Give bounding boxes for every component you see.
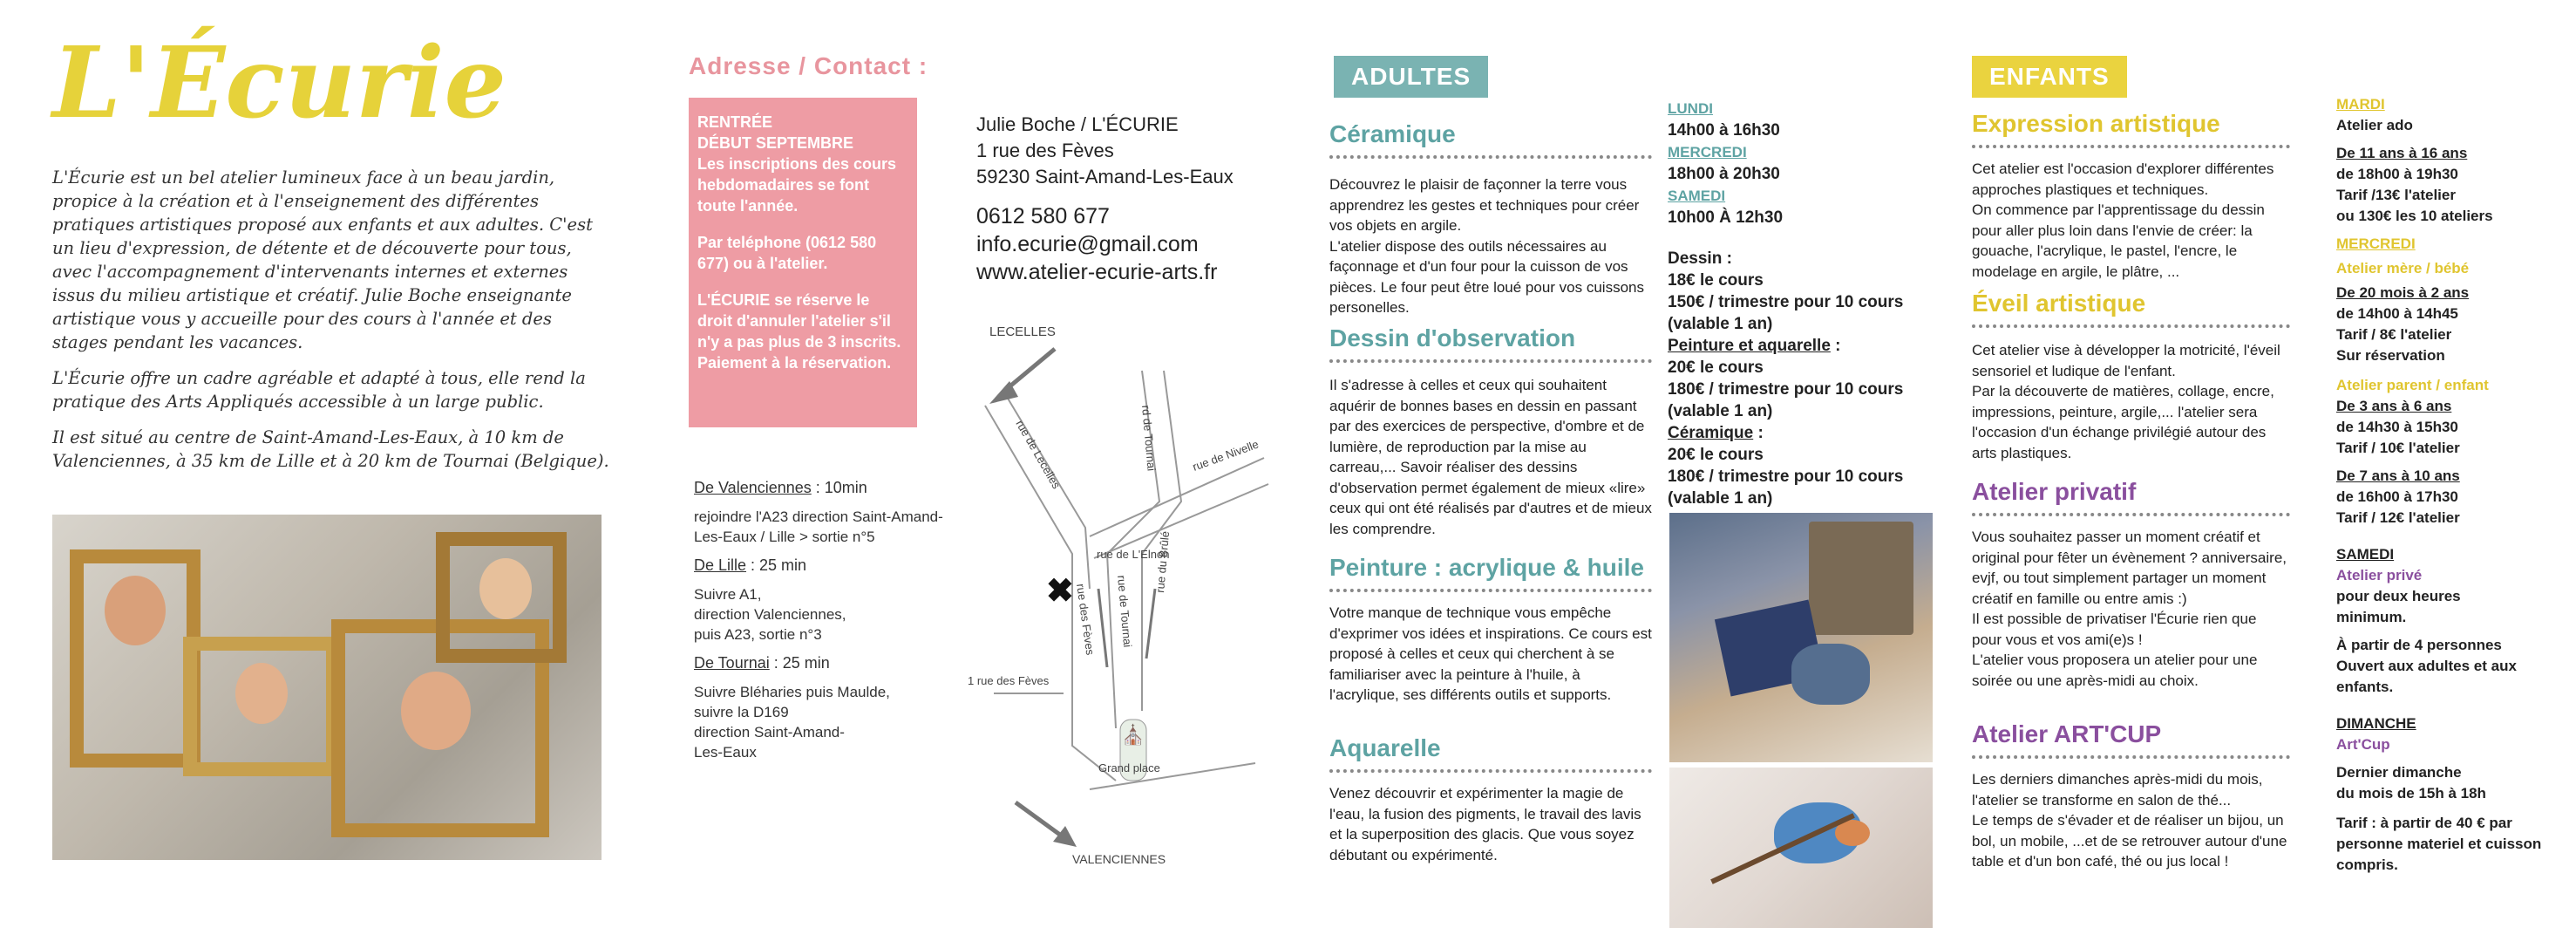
day-mardi: MARDI — [2336, 96, 2385, 113]
prive-2: minimum. — [2336, 609, 2407, 625]
price-peinture-heading: Peinture et aquarelle : — [1668, 337, 1841, 355]
price-ceramique-heading: Céramique : — [1668, 424, 1764, 442]
contact-name: Julie Boche / L'ÉCURIE — [976, 113, 1179, 135]
intro-paragraph-1: L'Écurie est un bel atelier lumineux face à un beau jardin, propice à la création et à l'enseignement des différentes pratiques artistiques proposé aux enfants et aux adultes. C'est un lieu d'expression, de détente et de découverte pour tous, avec l'accompagnement d'intervenants internes et externes issus du milieu artistique et créatif. Julie Boche enseignante artistique vous y accueille pour des cours à l'année et des stages pendant les vacances. — [52, 167, 593, 352]
price-ceramique-2: 180€ / trimestre pour 10 cours — [1668, 467, 1904, 486]
price-peinture-2: 180€ / trimestre pour 10 cours — [1668, 380, 1904, 399]
intro-paragraph-2: L'Écurie offre un cadre agréable et adapté à tous, elle rend la pratique des Arts Appliqués accessible à un large public. — [52, 368, 586, 412]
kids-schedule — [2336, 94, 2563, 876]
contact-heading: Adresse / Contact : — [689, 52, 928, 79]
artcup-label: Art'Cup — [2336, 736, 2390, 753]
ado-hours: de 18h00 à 19h30 — [2336, 166, 2458, 182]
map-label-1-rue-feves: 1 rue des Fèves — [968, 674, 1050, 687]
adults-schedule — [1668, 98, 1947, 509]
map-label-rue-brule: rue du Brûlé — [1153, 530, 1172, 594]
map-label-rd-tournai: rd de Tournai — [1139, 404, 1159, 472]
privatif-text: Vous souhaitez passer un moment créatif et original pour fêter un évènement ? anniversaire, evjf, ou tout simplement partager un moment créatif en famille ou entre amis :) Il est possible de privatiser l'Écurie rien que pour vous et vos ami(e)s ! L'atelier vous proposera un atelier pour une soirée ou une après-midi au choix. — [1972, 529, 2287, 689]
eveil-section — [1972, 290, 2290, 463]
p1-age: De 3 ans à 6 ans — [2336, 398, 2452, 414]
atelier-parent-enfant: Atelier parent / enfant — [2336, 377, 2489, 393]
direction-valenciennes-text: rejoindre l'A23 direction Saint-Amand-Les-Eaux / Lille > sortie n°5 — [694, 508, 943, 545]
day-mercredi: MERCREDI — [1668, 144, 1747, 160]
price-ceramique-3: (valable 1 an) — [1668, 489, 1773, 508]
atelier-prive: Atelier privé — [2336, 567, 2423, 583]
p2-hours: de 16h00 à 17h30 — [2336, 488, 2458, 505]
phone-registration-text: Par teléphone (0612 580 677) ou à l'atelier. — [697, 234, 877, 272]
map-label-lecelles: LECELLES — [989, 327, 1056, 339]
expression-title: Expression artistique — [1972, 110, 2290, 148]
map-label-rue-tournai: rue de Tournai — [1115, 574, 1135, 648]
rentree-text: RENTRÉE DÉBUT SEPTEMBRE Les inscriptions des cours hebdomadaires se font toute l'année. — [697, 113, 897, 215]
intro-text — [52, 166, 610, 473]
dessin-section — [1329, 324, 1652, 539]
hours-mercredi: 18h00 à 20h30 — [1668, 165, 1780, 183]
price-dessin-3: (valable 1 an) — [1668, 315, 1773, 333]
direction-lille-heading: De Lille : 25 min — [694, 556, 807, 574]
artcup-tarif: Tarif : à partir de 40 € par personne materiel et cuisson compris. — [2336, 815, 2542, 873]
prive-4: Ouvert aux adultes et aux enfants. — [2336, 658, 2517, 695]
day-dimanche: DIMANCHE — [2336, 715, 2416, 732]
artcup-text: Les derniers dimanches après-midi du mois, l'atelier se transforme en salon de thé... Le temps de s'évader et de réaliser un bijou, un bol, un mobile, ...et de se retrouver autour d'une table et d'un bon café, thé ou jus local ! — [1972, 771, 2287, 870]
atelier-mere-bebe: Atelier mère / bébé — [2336, 260, 2470, 276]
mere-age: De 20 mois à 2 ans — [2336, 284, 2470, 301]
prive-3: À partir de 4 personnes — [2336, 637, 2502, 653]
ado-age: De 11 ans à 16 ans — [2336, 145, 2468, 161]
expression-text: Cet atelier est l'occasion d'explorer différentes approches plastiques et techniques. On commence par l'apprentissage du dessin pour aller plus loin dans l'envie de créer: la gouache, l'acrylique, le pastel, l'encre, le modelage en argile, le plâtre, ... — [1972, 160, 2274, 280]
eveil-title: Éveil artistique — [1972, 290, 2290, 328]
day-lundi: LUNDI — [1668, 100, 1713, 117]
p2-tarif: Tarif / 12€ l'atelier — [2336, 509, 2460, 526]
ado-tarif-1: Tarif /13€ l'atelier — [2336, 187, 2456, 203]
mere-tarif: Tarif / 8€ l'atelier — [2336, 326, 2452, 343]
contact-website[interactable]: www.atelier-ecurie-arts.fr — [976, 260, 1218, 284]
map-label-rue-feves: rue des Fèves — [1074, 583, 1098, 656]
artcup-title: Atelier ART'CUP — [1972, 720, 2290, 759]
map-label-valenciennes: VALENCIENNES — [1072, 852, 1166, 866]
location-map — [968, 327, 1281, 868]
p1-tarif: Tarif / 10€ l'atelier — [2336, 440, 2460, 456]
price-dessin-1: 18€ le cours — [1668, 271, 1764, 290]
aquarelle-text: Venez découvrir et expérimenter la magie de l'eau, la fusion des pigments, le travail des lavis et la superposition des glacis. Que vous soyez débutant ou expérimenté. — [1329, 785, 1641, 863]
expression-section — [1972, 110, 2290, 282]
ceramique-text: Découvrez le plaisir de façonner la terre vous apprendrez les gestes et techniques pour créer vos objets en argile. L'atelier dispose des outils nécessaires au façonnage et d'un four pour la cuisson de vos pièces. Le four peut être loué pour vos cuissons personelles. — [1329, 176, 1644, 316]
direction-tournai-heading: De Tournai : 25 min — [694, 654, 830, 672]
price-peinture-3: (valable 1 an) — [1668, 402, 1773, 420]
address-block — [976, 112, 1234, 286]
peinture-text: Votre manque de technique vous empêche d'exprimer vos idées et inspirations. Ce cours est proposé à celles et ceux qui cherchent à se familiariser avec la peinture à l'huile, à l'acrylique, ses différents outils et supports. — [1329, 604, 1652, 703]
artcup-section — [1972, 720, 2290, 872]
church-icon: ⛪ — [1121, 724, 1145, 746]
dimanche-2: du mois de 15h à 18h — [2336, 785, 2486, 802]
direction-tournai-text: Suivre Bléharies puis Maulde, suivre la D169 direction Saint-Amand- Les-Eaux — [694, 684, 890, 761]
day-samedi: SAMEDI — [1668, 188, 1726, 204]
contact-street: 1 rue des Fèves — [976, 140, 1114, 161]
dimanche-1: Dernier dimanche — [2336, 764, 2462, 781]
aquarelle-section — [1329, 734, 1652, 865]
dessin-text: Il s'adresse à celles et ceux qui souhaitent aquérir de bonnes bases en dessin en passant par des exercices de perspective, d'ombre et de lumière, de reproduction par la mise au carreau,... Savoir réaliser des dessins d'observation permet également de mieux «lire» ceux qui ont été réalisés par d'autres et de mieux les comprendre. — [1329, 377, 1652, 537]
contact-phone[interactable]: 0612 580 677 — [976, 204, 1110, 229]
peinture-section — [1329, 554, 1652, 706]
privatif-title: Atelier privatif — [1972, 478, 2290, 516]
intro-panel — [52, 26, 610, 485]
ceramique-section — [1329, 120, 1652, 318]
eveil-text: Cet atelier vise à développer la motricité, l'éveil sensoriel et ludique de l'enfant. Par la découverte de matières, collage, encre, impressions, peinture, argile,... l'atelier sera l'occasion d'un échange privilégié autour des arts plastiques. — [1972, 342, 2280, 461]
arrow-valenciennes-icon — [1016, 802, 1064, 837]
p2-age: De 7 ans à 10 ans — [2336, 467, 2460, 484]
ceramique-title: Céramique — [1329, 120, 1652, 159]
hours-samedi: 10h00 À 12h30 — [1668, 208, 1784, 227]
aquarelle-title: Aquarelle — [1329, 734, 1652, 773]
map-label-grand-place: Grand place — [1098, 761, 1160, 774]
price-dessin-2: 150€ / trimestre pour 10 cours — [1668, 293, 1904, 311]
rentree-box — [689, 98, 917, 427]
prive-1: pour deux heures — [2336, 588, 2461, 604]
contact-email[interactable]: info.ecurie@gmail.com — [976, 232, 1199, 256]
direction-valenciennes-heading: De Valenciennes : 10min — [694, 479, 867, 496]
day-samedi-kids: SAMEDI — [2336, 546, 2395, 563]
privatif-section — [1972, 478, 2290, 691]
contact-city: 59230 Saint-Amand-Les-Eaux — [976, 166, 1234, 188]
intro-paragraph-3: Il est situé au centre de Saint-Amand-Les-Eaux, à 10 km de Valenciennes, à 35 km de Lille et à 20 km de Tournai (Belgique). — [52, 427, 609, 471]
mere-hours: de 14h00 à 14h45 — [2336, 305, 2458, 322]
cancellation-text: L'ÉCURIE se réserve le droit d'annuler l'atelier s'il n'y a pas plus de 3 inscrits. Paiement à la réservation. — [697, 291, 901, 372]
ecurie-logo: L'Écurie — [52, 26, 506, 140]
kids-tag: ENFANTS — [1972, 56, 2127, 98]
map-label-rue-lecelles: rue de Lecelles — [1013, 418, 1064, 491]
mere-reservation: Sur réservation — [2336, 347, 2445, 364]
ado-tarif-2: ou 130€ les 10 ateliers — [2336, 208, 2493, 224]
price-peinture-1: 20€ le cours — [1668, 358, 1764, 377]
day-mercredi-kids: MERCREDI — [2336, 235, 2416, 252]
price-dessin-heading: Dessin : — [1668, 249, 1732, 268]
watercolor-bird-photo — [1669, 768, 1933, 928]
hours-lundi: 14h00 à 16h30 — [1668, 121, 1780, 140]
atelier-ado: Atelier ado — [2336, 117, 2413, 133]
p1-hours: de 14h30 à 15h30 — [2336, 419, 2458, 435]
children-frames-photo — [52, 515, 602, 860]
painting-workshop-photo — [1669, 513, 1933, 762]
map-label-rue-elnon: rue de L'Elnon — [1097, 548, 1170, 561]
adults-tag: ADULTES — [1334, 56, 1488, 98]
directions-block — [694, 478, 955, 771]
price-ceramique-1: 20€ le cours — [1668, 446, 1764, 464]
location-marker-icon: ✖ — [1046, 573, 1074, 610]
direction-lille-text: Suivre A1, direction Valenciennes, puis A23, sortie n°3 — [694, 586, 846, 643]
map-label-rue-nivelle: rue de Nivelle — [1190, 437, 1261, 474]
peinture-title: Peinture : acrylique & huile — [1329, 554, 1652, 592]
dessin-title: Dessin d'observation — [1329, 324, 1652, 363]
